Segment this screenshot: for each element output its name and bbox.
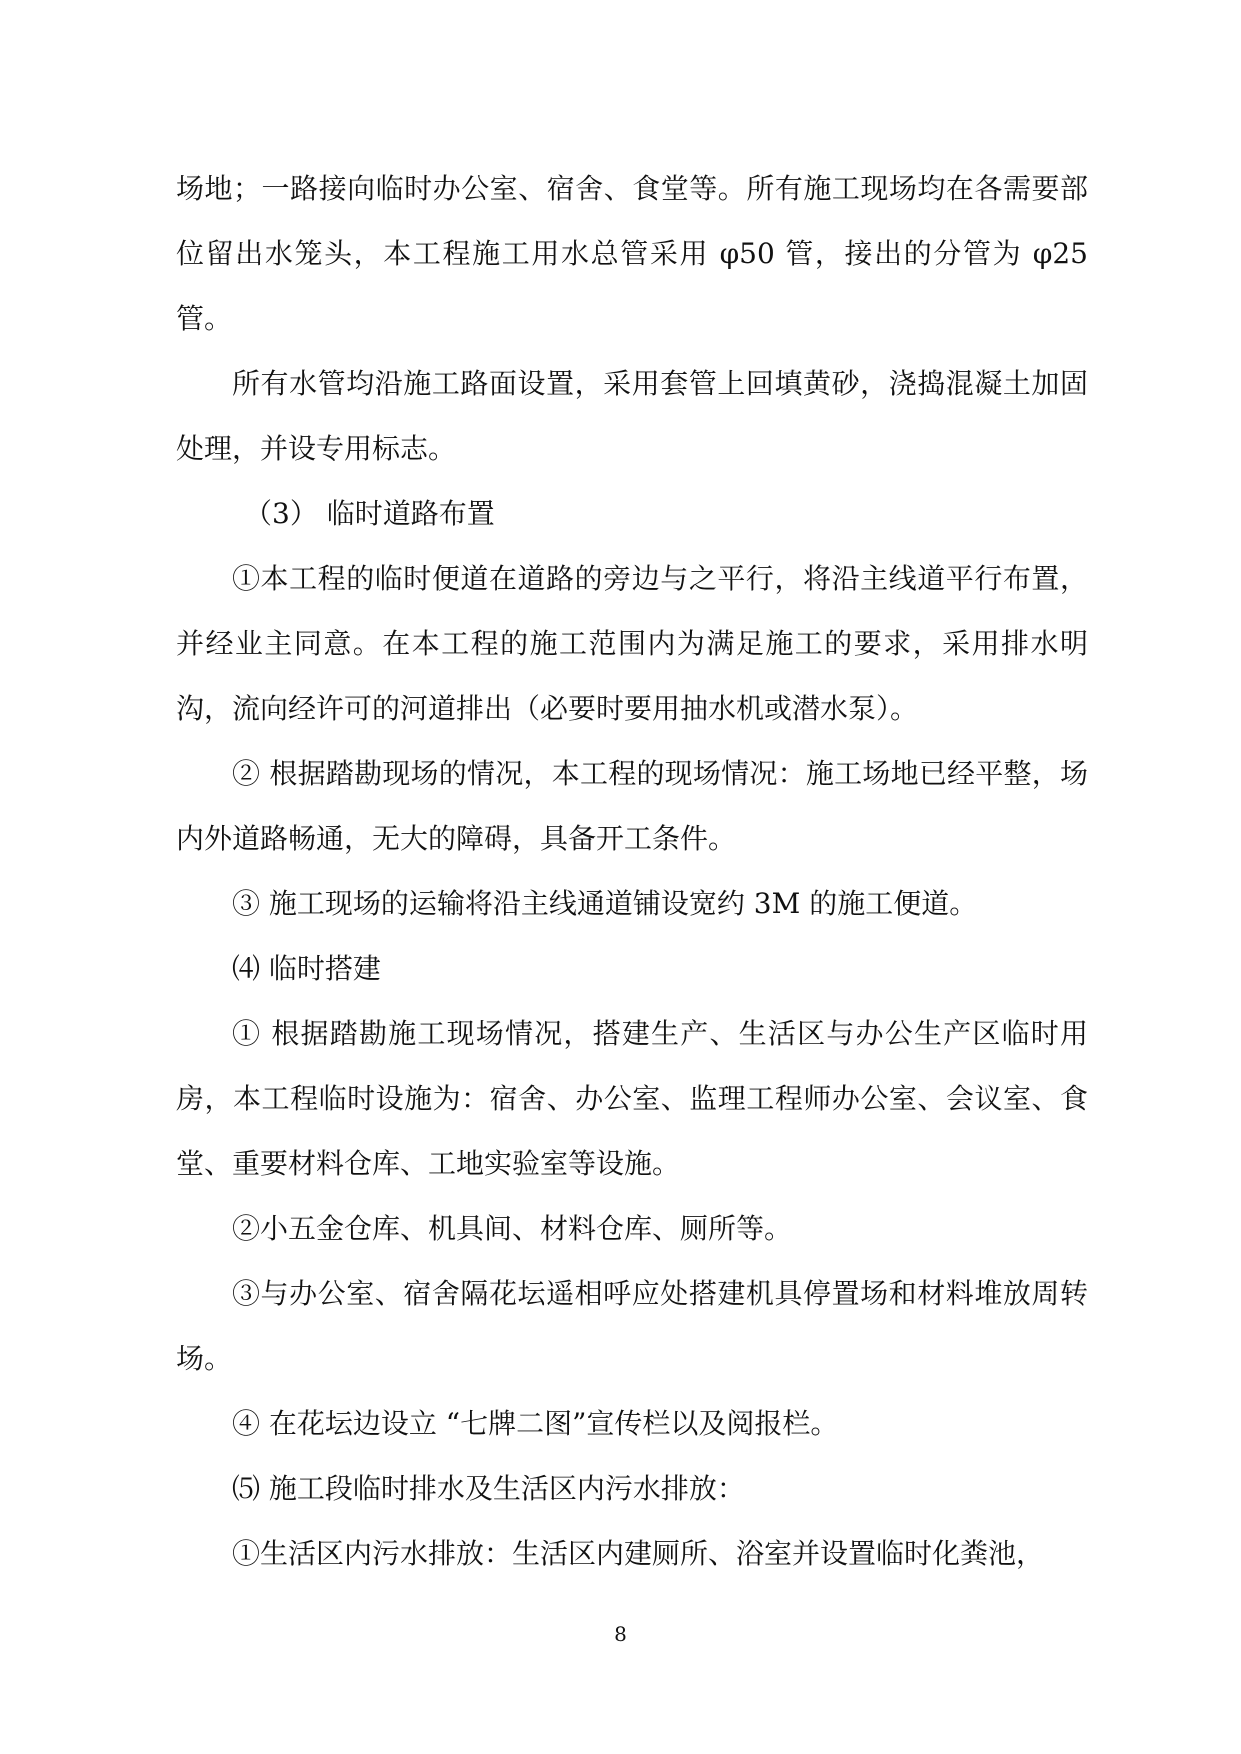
paragraph-water-pipes: 所有水管均沿施工路面设置，采用套管上回填黄砂，浇捣混凝土加固处理，并设专用标志。 (176, 367, 1088, 465)
paragraph-sewage-discharge: ①生活区内污水排放：生活区内建厕所、浴室并设置临时化粪池， (232, 1537, 1045, 1570)
section-heading-temporary-buildings: ⑷ 临时搭建 (232, 952, 381, 985)
paragraph-temporary-access-road: ①本工程的临时便道在道路的旁边与之平行，将沿主线道平行布置，并经业主同意。在本工程的施工范围内为满足施工的要求，采用排水明沟，流向经许可的河道排出（必要时要用抽水机或潜水泵）。 (176, 562, 1088, 725)
paragraph-bulletin-boards: ④ 在花坛边设立 “七牌二图”宣传栏以及阅报栏。 (232, 1407, 839, 1440)
section-heading-drainage: ⑸ 施工段临时排水及生活区内污水排放： (232, 1472, 745, 1505)
paragraph-storage-rooms: ②小五金仓库、机具间、材料仓库、厕所等。 (232, 1212, 793, 1245)
page-number: 8 (614, 1622, 627, 1646)
paragraph-site-transport: ③ 施工现场的运输将沿主线通道铺设宽约 3M 的施工便道。 (232, 887, 978, 920)
section-heading-temporary-roads: （3） 临时道路布置 (244, 497, 495, 530)
paragraph-temporary-facilities: ① 根据踏勘施工现场情况，搭建生产、生活区与办公生产区临时用房，本工程临时设施为：宿舍、办公室、监理工程师办公室、会议室、食堂、重要材料仓库、工地实验室等设施。 (176, 1017, 1088, 1180)
paragraph-water-supply-continued: 场地；一路接向临时办公室、宿舍、食堂等。所有施工现场均在各需要部位留出水笼头，本工程施工用水总管采用 φ50 管，接出的分管为 φ25 管。 (176, 172, 1088, 335)
paragraph-site-conditions: ② 根据踏勘现场的情况，本工程的现场情况：施工场地已经平整，场内外道路畅通，无大的障碍，具备开工条件。 (176, 757, 1088, 855)
paragraph-equipment-yard: ③与办公室、宿舍隔花坛遥相呼应处搭建机具停置场和材料堆放周转场。 (176, 1277, 1088, 1375)
body-text (176, 156, 1088, 1586)
